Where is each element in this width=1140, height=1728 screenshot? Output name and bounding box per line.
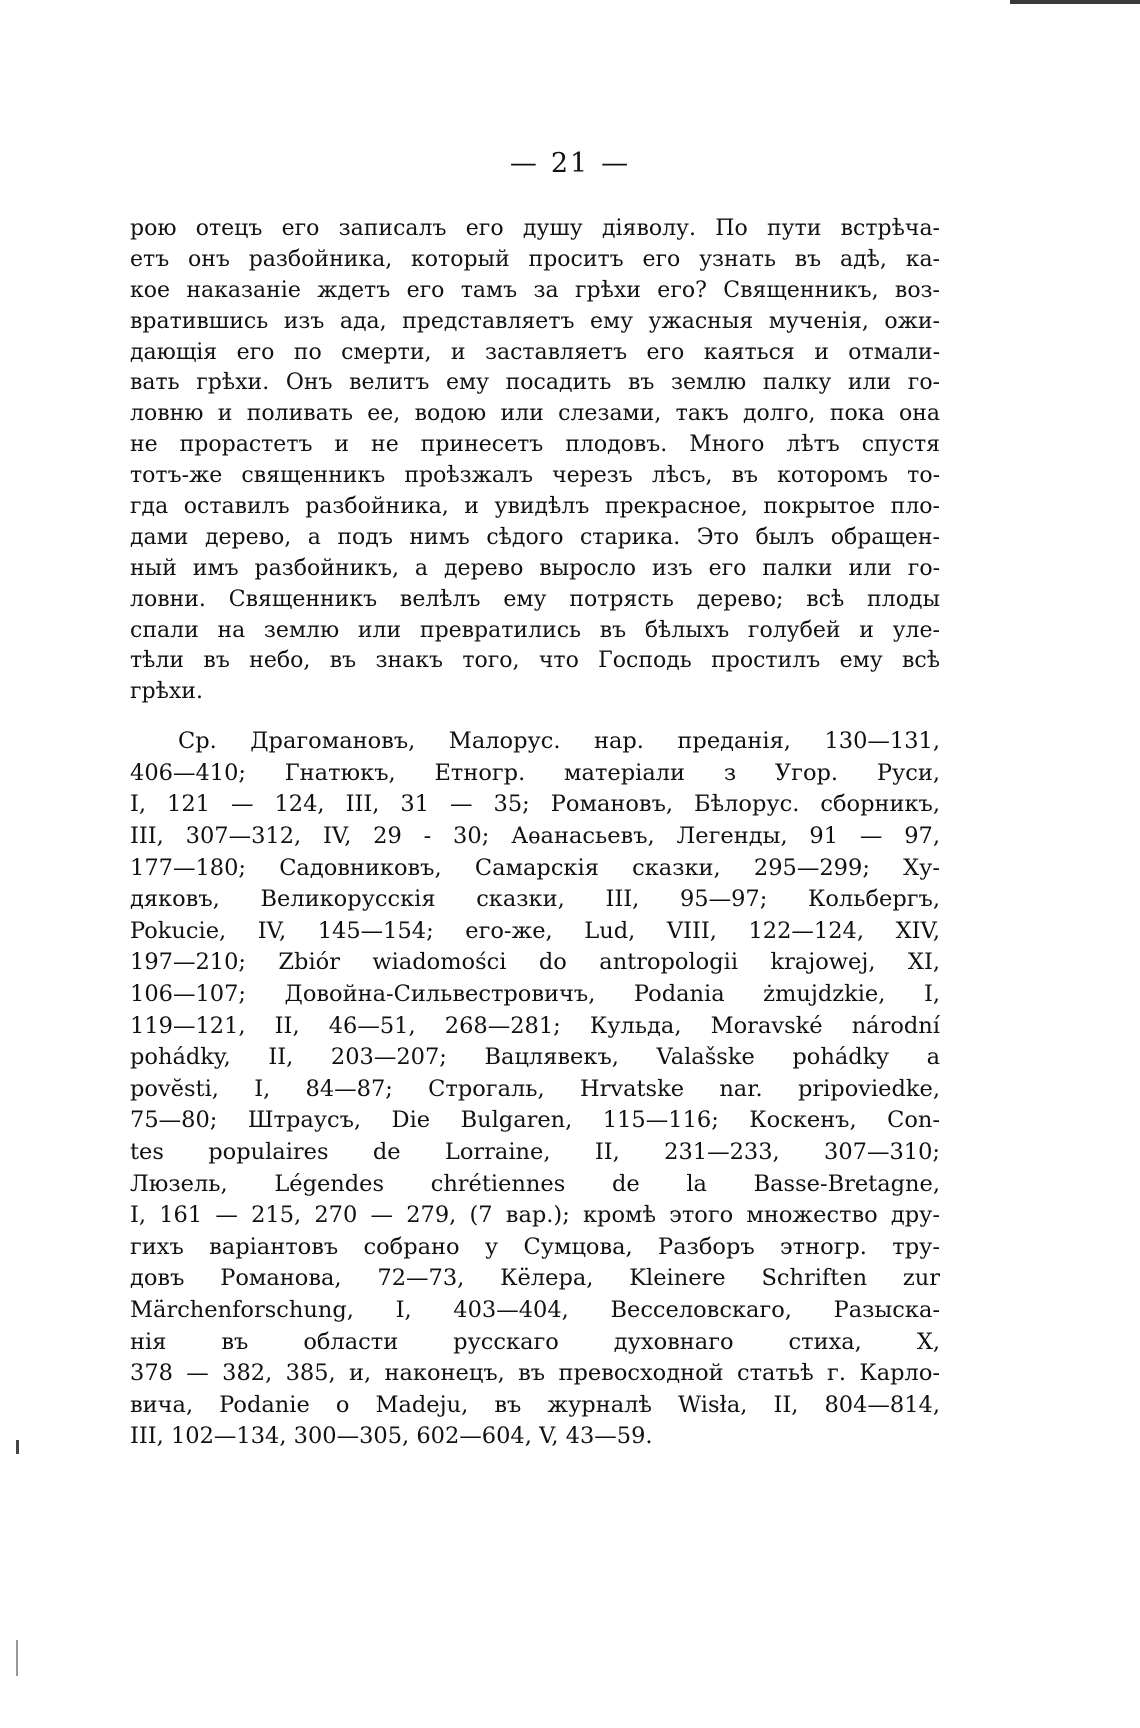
reference-line: III, 102—134, 300—305, 602—604, V, 43—59. bbox=[130, 1423, 653, 1450]
reference-line: довъ Романова, 72—73, Кёлера, Kleinere Schriften zur bbox=[130, 1265, 940, 1292]
reference-line: Pokucie, IV, 145—154; его-же, Lud, VIII, 122—124, XIV, bbox=[130, 917, 940, 944]
scan-speck bbox=[16, 1640, 18, 1676]
text-line: тѣли въ небо, въ знакъ того, что Господь простилъ ему всѣ bbox=[130, 648, 940, 674]
text-line: не прорастетъ и не принесетъ плодовъ. Много лѣтъ спустя bbox=[130, 432, 940, 458]
reference-line: 406—410; Гнатюкъ, Етногр. матеріали з Угор. Руси, bbox=[130, 759, 940, 786]
page-body bbox=[130, 214, 940, 1453]
page-number bbox=[0, 148, 1140, 179]
paragraph-legend-summary bbox=[130, 214, 940, 708]
text-line: кое наказаніе ждетъ его тамъ за грѣхи его? Священникъ, воз- bbox=[130, 277, 940, 303]
reference-line: III, 307—312, IV, 29 - 30; Аѳанасьевъ, Легенды, 91 — 97, bbox=[130, 823, 940, 850]
text-line: рою отецъ его записалъ его душу діяволу. По пути встрѣча- bbox=[130, 216, 940, 241]
text-line: тотъ-же священникъ проѣзжалъ черезъ лѣсъ, въ которомъ то- bbox=[130, 463, 940, 489]
text-line: грѣхи. bbox=[130, 679, 203, 705]
reference-line: Märchenforschung, I, 403—404, Весселовскаго, Разыска- bbox=[130, 1296, 940, 1323]
reference-line: 378 — 382, 385, и, наконецъ, въ превосходной статьѣ г. Карло- bbox=[130, 1360, 940, 1387]
reference-line: гихъ варіантовъ собрано у Сумцова, Разборъ этногр. тру- bbox=[130, 1233, 940, 1260]
text-line: вать грѣхи. Онъ велитъ ему посадить въ землю палку или го- bbox=[130, 370, 940, 396]
text-line: ловни. Священникъ велѣлъ ему потрясть дерево; всѣ плоды bbox=[130, 586, 940, 612]
reference-line: 106—107; Довойна-Сильвестровичъ, Podania żmujdzkie, I, bbox=[130, 981, 940, 1007]
reference-line: pohádky, II, 203—207; Вацлявекъ, Valašske pohádky a bbox=[130, 1044, 940, 1071]
scan-edge-rule bbox=[1010, 0, 1140, 4]
reference-line: вича, Podanie o Madeju, въ журналѣ Wisła, II, 804—814, bbox=[130, 1391, 940, 1418]
text-line: етъ онъ разбойника, который проситъ его узнать въ адѣ, ка- bbox=[130, 246, 940, 272]
paragraph-gap bbox=[130, 708, 940, 726]
text-line: ный имъ разбойникъ, а дерево выросло изъ его палки или го- bbox=[130, 555, 940, 581]
text-line: ловню и поливать ее, водою или слезами, такъ долго, пока она bbox=[130, 401, 940, 427]
reference-line: дяковъ, Великорусскія сказки, III, 95—97; Кольбергъ, bbox=[130, 886, 940, 913]
reference-line: Люзель, Légendes chrétiennes de la Basse-Bretagne, bbox=[130, 1170, 940, 1197]
page-number-dash-right: — bbox=[601, 148, 631, 179]
scan-speck bbox=[16, 1440, 19, 1454]
reference-line: I, 121 — 124, III, 31 — 35; Романовъ, Бѣлорус. сборникъ, bbox=[130, 791, 940, 818]
reference-line: povĕsti, I, 84—87; Строгаль, Hrvatske nar. pripoviedke, bbox=[130, 1075, 940, 1102]
text-line: дающія его по смерти, и заставляетъ его каяться и отмали- bbox=[130, 339, 940, 365]
reference-line: I, 161 — 215, 270 — 279, (7 вар.); кромѣ этого множество дру- bbox=[130, 1202, 940, 1229]
text-line: дами дерево, а подъ нимъ сѣдого старика. Это былъ обращен- bbox=[130, 524, 940, 550]
reference-line: 75—80; Штраусъ, Die Bulgaren, 115—116; Коскенъ, Con- bbox=[130, 1107, 940, 1134]
page-number-value: 21 bbox=[550, 148, 590, 179]
reference-line: Ср. Драгомановъ, Малорус. нар. преданія, 130—131, bbox=[178, 728, 940, 755]
reference-line: нія въ области русскаго духовнаго стиха, X, bbox=[130, 1328, 940, 1355]
text-line: гда оставилъ разбойника, и увидѣлъ прекрасное, покрытое пло- bbox=[130, 494, 940, 520]
page-number-dash-left: — bbox=[509, 148, 539, 179]
reference-line: 119—121, II, 46—51, 268—281; Кульда, Moravské národní bbox=[130, 1012, 940, 1039]
reference-line: 177—180; Садовниковъ, Самарскія сказки, 295—299; Ху- bbox=[130, 854, 940, 881]
paragraph-references bbox=[130, 726, 940, 1453]
reference-line: 197—210; Zbiór wiadomości do antropologii krajowej, XI, bbox=[130, 949, 940, 976]
text-line: спали на землю или превратились въ бѣлыхъ голубей и уле- bbox=[130, 617, 940, 643]
reference-line: tes populaires de Lorraine, II, 231—233, 307—310; bbox=[130, 1138, 940, 1165]
text-line: вратившись изъ ада, представляетъ ему ужасныя мученія, ожи- bbox=[130, 308, 940, 334]
